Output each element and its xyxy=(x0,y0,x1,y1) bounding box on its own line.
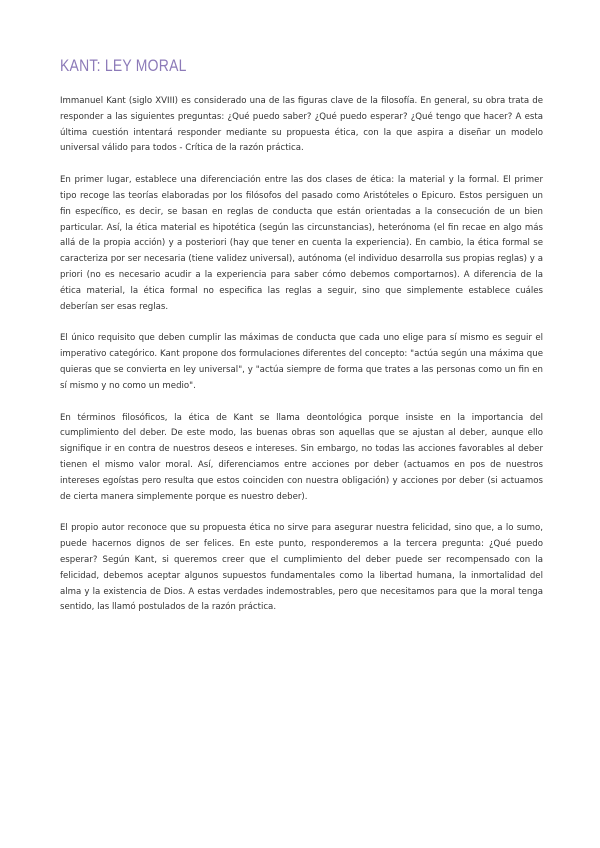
paragraph-ethics-types: En primer lugar, establece una diferenciación entre las dos clases de ética: la material y la formal. El primer tipo recoge las teorías elaboradas por los filósofos del pasado como Aristóteles o Epicuro. Estos persiguen un fin específico, es decir, se basan en reglas de conducta que están orientadas a la consecución de un bien particular. Así, la ética material es hipotética (según las circunstancias), heterónoma (el fin recae en algo más allá de la propia acción) y a posteriori (hay que tener en cuenta la experiencia). En cambio, la ética formal se caracteriza por ser necesaria (tiene validez universal), autónoma (el individuo desarrolla sus propias reglas) y a priori (no es necesario acudir a la experiencia para saber cómo debemos comportarnos). A diferencia de la ética material, la ética formal no especifica las reglas a seguir, sino que simplemente establece cuáles deberían ser esas reglas. xyxy=(60,175,543,312)
page-title: KANT: LEY MORAL xyxy=(60,56,187,75)
paragraph-categorical-imperative: El único requisito que deben cumplir las máximas de conducta que cada uno elige para sí mismo es seguir el imperativo categórico. Kant propone dos formulaciones diferentes del concepto: "actúa según una máxima que quieras que se convierta en ley universal", y "actúa siempre de forma que trates a las personas como un fin en sí mismo y no como un medio". xyxy=(60,333,543,391)
paragraph-intro: Immanuel Kant (siglo XVIII) es considerado una de las figuras clave de la filosofía. En general, su obra trata de responder a las siguientes preguntas: ¿Qué puedo saber? ¿Qué puedo esperar? ¿Qué tengo que hacer? A esta última cuestión intentará responder mediante su propuesta ética, con la que aspira a diseñar un modelo universal válido para todos - Crítica de la razón práctica. xyxy=(60,96,543,154)
paragraph-postulates: El propio autor reconoce que su propuesta ética no sirve para asegurar nuestra felicidad, sino que, a lo sumo, puede hacernos dignos de ser felices. En este punto, responderemos a la tercera pregunta: ¿Qué puedo esperar? Según Kant, si queremos creer que el cumplimiento del deber puede ser recompensado con la felicidad, debemos aceptar algunos supuestos fundamentales como la libertad humana, la inmortalidad del alma y la existencia de Dios. A estas verdades indemostrables, pero que necesitamos para que la moral tenga sentido, las llamó postulados de la razón práctica. xyxy=(60,523,543,613)
document-page xyxy=(60,56,543,632)
paragraph-deontology: En términos filosóficos, la ética de Kant se llama deontológica porque insiste en la importancia del cumplimiento del deber. De este modo, las buenas obras son aquellas que se ajustan al deber, aunque ello signifique ir en contra de nuestros deseos e intereses. Sin embargo, no todas las acciones favorables al deber tienen el mismo valor moral. Así, diferenciamos entre acciones por deber (actuamos en pos de nuestros intereses egoístas pero resulta que estos coinciden con nuestra obligación) y acciones por deber (si actuamos de cierta manera simplemente porque es nuestro deber). xyxy=(60,412,543,502)
